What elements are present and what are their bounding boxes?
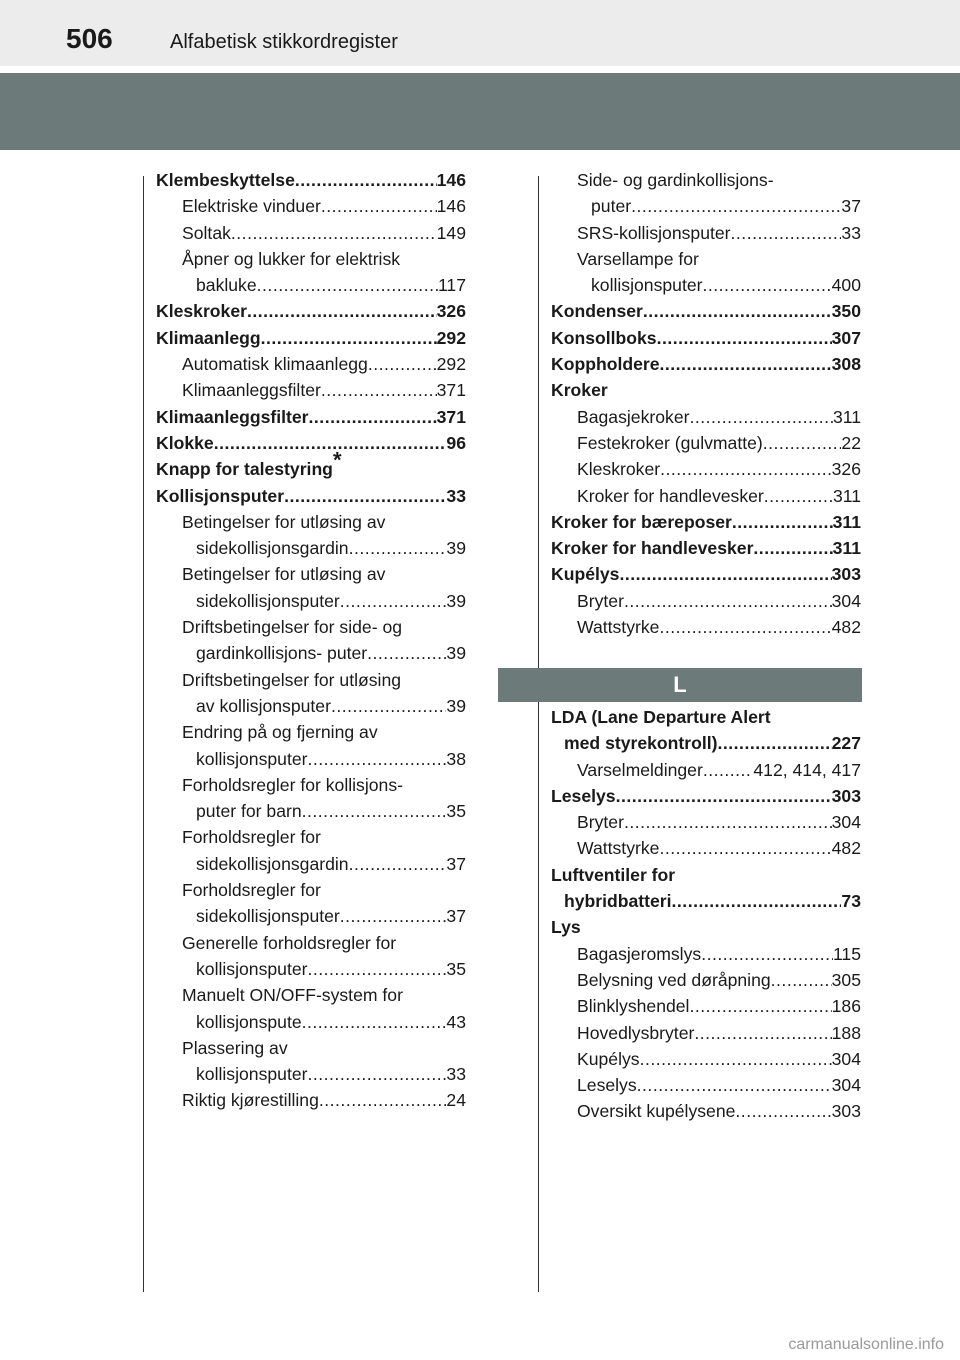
index-entry-term: Bagasjekroker	[577, 406, 690, 427]
index-entry-page: 38	[446, 748, 466, 769]
index-entry-term: hybridbatteri	[564, 891, 672, 912]
index-entry-term: Koppholdere	[551, 354, 660, 375]
index-entry	[551, 757, 861, 783]
index-entry	[156, 561, 466, 587]
index-entry	[551, 325, 861, 351]
index-entry-term: Manuelt ON/OFF-system for	[182, 985, 403, 1006]
index-entry-term: Bryter	[577, 590, 624, 611]
index-entry	[551, 561, 861, 587]
leader-dots	[701, 941, 833, 967]
leader-dots	[640, 1046, 832, 1072]
index-entry	[551, 535, 861, 561]
index-entry	[156, 1087, 466, 1113]
index-entry	[551, 809, 861, 835]
index-entry-page: 146	[436, 170, 466, 190]
index-entry-page: 304	[831, 590, 861, 611]
leader-dots	[703, 757, 754, 783]
index-entry-page: 326	[436, 301, 466, 322]
index-entry	[551, 246, 861, 272]
leader-dots	[368, 351, 437, 377]
index-entry-page: 146	[436, 196, 466, 217]
index-entry	[551, 888, 861, 914]
index-entry-page: 33	[446, 1064, 466, 1085]
index-entry	[156, 667, 466, 693]
index-entry	[156, 193, 466, 219]
index-entry	[551, 1046, 861, 1072]
leader-dots	[771, 967, 832, 993]
index-entry-page: 227	[831, 733, 861, 754]
index-entry-page: 35	[446, 801, 466, 822]
index-entry-page: 303	[831, 1101, 861, 1122]
index-entry-page: 311	[832, 538, 861, 559]
index-entry-term: sidekollisjonsgardin	[196, 853, 349, 874]
leader-dots	[689, 993, 831, 1019]
index-entry-page: 39	[446, 590, 466, 611]
index-entry	[156, 851, 466, 877]
index-entry-term: Blinklyshendel	[577, 996, 690, 1017]
index-entry	[156, 824, 466, 850]
index-entry	[551, 588, 861, 614]
header-band	[0, 73, 960, 150]
index-entry	[551, 914, 861, 940]
index-entry	[551, 730, 861, 756]
leader-dots	[340, 588, 447, 614]
index-entry-term: Lys	[551, 917, 581, 938]
leader-dots	[321, 193, 437, 219]
leader-dots	[735, 1098, 831, 1124]
index-entry	[156, 772, 466, 798]
index-entry-term: Kroker	[551, 380, 608, 401]
index-entry-page: 188	[831, 1022, 861, 1043]
index-entry-page: 39	[446, 695, 466, 716]
index-entry-page: 35	[446, 958, 466, 979]
section-letter-bar: L	[498, 668, 862, 702]
index-entry	[156, 903, 466, 929]
index-entry-term: sidekollisjonsputer	[196, 906, 340, 927]
index-entry	[156, 719, 466, 745]
leader-dots	[302, 1009, 447, 1035]
index-entry-term: Klokke	[156, 432, 214, 453]
index-entry-page: 304	[831, 812, 861, 833]
index-entry	[156, 220, 466, 246]
index-entry-term: kollisjonsputer	[196, 958, 308, 979]
leader-dots	[764, 483, 833, 509]
index-entry-term: sidekollisjonsputer	[196, 590, 340, 611]
index-entry	[551, 272, 861, 298]
leader-dots	[660, 456, 832, 482]
leader-dots	[643, 298, 832, 324]
index-entry-page: 307	[831, 327, 861, 348]
leader-dots	[257, 272, 438, 298]
index-entry-term: Betingelser for utløsing av	[182, 511, 386, 532]
index-entry-term: Leselys	[577, 1075, 637, 1096]
index-entry	[551, 193, 861, 219]
leader-dots	[295, 167, 437, 193]
leader-dots	[231, 220, 437, 246]
index-entry-page: 311	[832, 485, 861, 506]
index-entry	[551, 1020, 861, 1046]
index-entry-page: 304	[831, 1075, 861, 1096]
index-entry	[156, 535, 466, 561]
index-entry-page: 22	[841, 432, 861, 453]
index-entry-term: Kroker for handlevesker	[551, 538, 754, 559]
index-entry-page: 43	[446, 1011, 466, 1032]
index-entry-term: Driftsbetingelser for side- og	[182, 617, 403, 638]
leader-dots	[309, 404, 437, 430]
index-entry	[551, 941, 861, 967]
index-entry	[156, 404, 466, 430]
index-entry-page: 292	[436, 327, 466, 348]
leader-dots	[660, 351, 832, 377]
leader-dots	[619, 561, 831, 587]
index-entry-term: Kroker for handlevesker	[577, 485, 764, 506]
index-entry-page: 33	[446, 485, 466, 506]
index-entry-term: Endring på og fjerning av	[182, 722, 378, 743]
index-entry-term: Klimaanlegg	[156, 327, 261, 348]
left-index-column	[156, 167, 466, 1114]
index-entry	[551, 351, 861, 377]
leader-dots	[637, 1072, 832, 1098]
index-entry-page: 412, 414, 417	[753, 759, 861, 780]
index-entry-page: 371	[436, 380, 466, 401]
index-entry-page: 33	[841, 222, 861, 243]
index-entry-page: 371	[436, 406, 466, 427]
index-entry-term: Generelle forholdsregler for	[182, 932, 397, 953]
index-entry	[551, 220, 861, 246]
index-entry-page: 303	[831, 785, 861, 806]
leader-dots	[659, 835, 831, 861]
index-entry-page: 482	[831, 617, 861, 638]
leader-dots	[302, 798, 447, 824]
index-entry	[156, 447, 466, 482]
index-entry-term: SRS-kollisjonsputer	[577, 222, 731, 243]
index-entry	[551, 483, 861, 509]
index-entry	[156, 588, 466, 614]
index-entry-term: Klimaanleggsfilter	[182, 380, 321, 401]
index-entry	[156, 246, 466, 272]
index-entry	[156, 693, 466, 719]
index-entry-page: 149	[436, 222, 466, 243]
leader-dots	[672, 888, 842, 914]
leader-dots	[307, 746, 446, 772]
index-entry-term: kollisjonsputer	[591, 275, 703, 296]
index-entry-page: 39	[446, 538, 466, 559]
index-entry	[551, 993, 861, 1019]
index-entry-term: Bagasjeromslys	[577, 943, 702, 964]
index-entry-page: 308	[831, 354, 861, 375]
leader-dots	[657, 325, 832, 351]
index-entry-term: Luftventiler for	[551, 864, 676, 885]
index-entry	[156, 930, 466, 956]
leader-dots	[689, 404, 832, 430]
column-rule-middle	[538, 176, 539, 1292]
index-entry-term: Forholdsregler for	[182, 880, 321, 901]
leader-dots	[732, 509, 833, 535]
index-entry-term: Hovedlysbryter	[577, 1022, 695, 1043]
index-entry-term: Riktig kjørestilling	[182, 1090, 319, 1111]
index-entry-term: Wattstyrke	[577, 617, 660, 638]
index-entry	[156, 325, 466, 351]
footnote-mark: *	[332, 447, 342, 473]
leader-dots	[349, 851, 447, 877]
leader-dots	[331, 693, 446, 719]
index-entry-page: 326	[831, 459, 861, 480]
index-entry	[156, 798, 466, 824]
index-entry	[156, 509, 466, 535]
index-entry-term: puter for barn	[196, 801, 302, 822]
index-entry-term: Forholdsregler for	[182, 827, 321, 848]
leader-dots	[753, 535, 832, 561]
index-entry-term: Kollisjonsputer	[156, 485, 285, 506]
index-entry	[156, 956, 466, 982]
index-entry	[551, 509, 861, 535]
index-entry	[551, 430, 861, 456]
leader-dots	[624, 809, 832, 835]
index-entry-term: Varsellampe for	[577, 248, 699, 269]
index-entry-term: Kupélys	[551, 564, 620, 585]
leader-dots	[731, 220, 842, 246]
index-entry	[156, 351, 466, 377]
index-entry-term: Bryter	[577, 812, 624, 833]
index-entry	[156, 272, 466, 298]
index-entry	[551, 404, 861, 430]
page-header	[0, 0, 960, 66]
index-entry	[156, 1009, 466, 1035]
index-entry-term: Betingelser for utløsing av	[182, 564, 386, 585]
leader-dots	[247, 298, 437, 324]
index-entry-term: sidekollisjonsgardin	[196, 538, 349, 559]
leader-dots	[624, 588, 832, 614]
index-entry-term: Konsollboks	[551, 327, 657, 348]
index-entry-term: Leselys	[551, 785, 616, 806]
index-entry-page: 305	[831, 969, 861, 990]
index-entry	[551, 614, 861, 640]
index-entry-page: 37	[841, 196, 861, 217]
index-entry	[156, 640, 466, 666]
index-entry-page: 117	[437, 275, 466, 296]
index-entry-page: 24	[446, 1090, 466, 1111]
leader-dots	[319, 1087, 447, 1113]
index-entry-term: gardinkollisjons- puter	[196, 643, 368, 664]
index-entry-page: 37	[446, 906, 466, 927]
index-entry	[551, 862, 861, 888]
index-entry-term: Plassering av	[182, 1037, 288, 1058]
page-number: 506	[66, 23, 113, 54]
index-entry-term: Belysning ved døråpning	[577, 969, 771, 990]
index-entry-term: Kroker for bæreposer	[551, 511, 732, 532]
index-entry-page: 37	[446, 853, 466, 874]
page-title: Alfabetisk stikkordregister	[170, 31, 398, 53]
index-entry-term: Åpner og lukker for elektrisk	[182, 248, 401, 269]
index-entry	[551, 704, 861, 730]
index-entry-page: 292	[436, 354, 466, 375]
index-entry	[156, 298, 466, 324]
index-entry-page: 186	[831, 996, 861, 1017]
leader-dots	[284, 483, 446, 509]
index-entry-term: Driftsbetingelser for utløsing	[182, 669, 402, 690]
index-entry-term: kollisjonsputer	[196, 748, 308, 769]
index-entry-term: med styrekontroll)	[564, 733, 718, 754]
index-entry	[551, 1072, 861, 1098]
index-entry-term: Kondenser	[551, 301, 643, 322]
leader-dots	[367, 640, 446, 666]
leader-dots	[307, 1061, 446, 1087]
leader-dots	[340, 903, 447, 929]
index-entry-term: Forholdsregler for kollisjons-	[182, 774, 403, 795]
index-entry-term: Automatisk klimaanlegg	[182, 354, 368, 375]
watermark: carmanualsonline.info	[788, 1336, 944, 1353]
index-entry-term: kollisjonsputer	[196, 1064, 308, 1085]
index-entry-term: Festekroker (gulvmatte)	[577, 432, 763, 453]
leader-dots	[631, 193, 841, 219]
index-entry	[156, 1035, 466, 1061]
index-entry-term: LDA (Lane Departure Alert	[551, 707, 771, 727]
leader-dots	[616, 783, 832, 809]
index-entry-term: Kleskroker	[577, 459, 661, 480]
index-entry-page: 311	[832, 511, 861, 532]
index-entry-term: Klimaanleggsfilter	[156, 406, 309, 427]
leader-dots	[702, 272, 831, 298]
index-entry-page: 311	[832, 406, 861, 427]
index-entry-page: 304	[831, 1048, 861, 1069]
leader-dots	[307, 956, 446, 982]
index-entry	[551, 167, 861, 193]
index-entry	[551, 835, 861, 861]
index-entry-term: Klembeskyttelse	[156, 170, 295, 190]
leader-dots	[718, 730, 832, 756]
leader-dots	[261, 325, 437, 351]
index-entry	[551, 377, 861, 403]
index-entry	[551, 298, 861, 324]
index-entry-page: 350	[831, 301, 861, 322]
index-entry-term: Elektriske vinduer	[182, 196, 321, 217]
index-entry-page: 115	[832, 943, 861, 964]
index-entry-page: 39	[446, 643, 466, 664]
column-rule-left	[143, 176, 144, 1292]
index-entry-page: 482	[831, 838, 861, 859]
index-entry	[156, 1061, 466, 1087]
index-entry	[156, 982, 466, 1008]
index-entry	[156, 746, 466, 772]
index-entry	[551, 1098, 861, 1124]
index-entry-term: Knapp for talestyring	[156, 459, 333, 480]
index-entry-term: Kleskroker	[156, 301, 247, 322]
leader-dots	[659, 614, 831, 640]
index-entry-term: kollisjonspute	[196, 1011, 302, 1032]
index-entry	[156, 614, 466, 640]
index-entry-page: 400	[831, 275, 861, 296]
index-entry-page: 303	[831, 564, 861, 585]
leader-dots	[694, 1020, 831, 1046]
index-entry	[156, 877, 466, 903]
index-entry-page: 96	[446, 432, 466, 453]
index-entry-term: av kollisjonsputer	[196, 695, 331, 716]
index-entry	[156, 430, 466, 456]
index-entry	[551, 456, 861, 482]
index-entry-term: Side- og gardinkollisjons-	[577, 170, 774, 190]
right-index-column-bottom	[551, 704, 861, 1125]
index-entry-term: puter	[591, 196, 632, 217]
leader-dots	[214, 430, 447, 456]
leader-dots	[321, 377, 437, 403]
index-entry	[551, 967, 861, 993]
index-entry	[156, 167, 466, 193]
index-entry-term: Varselmeldinger	[577, 759, 703, 780]
index-entry-term: Oversikt kupélysene	[577, 1101, 736, 1122]
index-entry-term: Soltak	[182, 222, 231, 243]
index-entry	[551, 783, 861, 809]
leader-dots	[763, 430, 842, 456]
index-entry-term: Wattstyrke	[577, 838, 660, 859]
index-entry	[156, 377, 466, 403]
index-entry-page: 73	[841, 891, 861, 912]
right-index-column-top	[551, 167, 861, 640]
index-entry-term: Kupélys	[577, 1048, 640, 1069]
index-entry-term: bakluke	[196, 275, 257, 296]
index-entry	[156, 483, 466, 509]
leader-dots	[349, 535, 447, 561]
